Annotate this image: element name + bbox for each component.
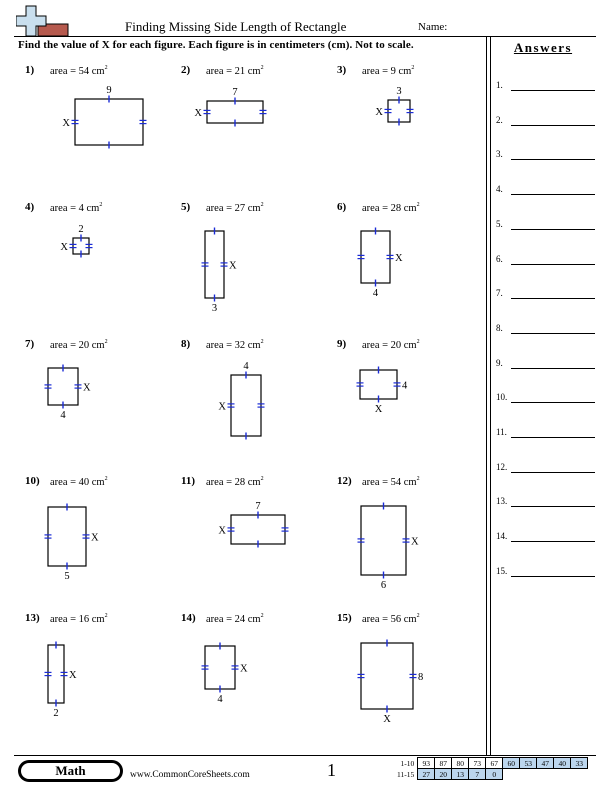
score-cell: 53 — [520, 758, 537, 769]
score-cell: 20 — [435, 769, 452, 780]
rectangle-outline — [205, 646, 235, 689]
area-label: area = 9 $cm^2$ — [362, 65, 415, 77]
answer-blank[interactable] — [511, 229, 595, 230]
answer-blank[interactable] — [511, 298, 595, 299]
area-label: area = 54 $cm^2$ — [50, 65, 108, 77]
answer-number: 13. — [496, 496, 508, 507]
score-range-label: 11-15 — [397, 769, 415, 779]
instructions: Find the value of X for each figure. Each figure is in centimeters (cm). Not to scale. — [18, 39, 414, 51]
math-badge-label: Math — [21, 763, 120, 779]
answer-line-12[interactable] — [496, 462, 596, 476]
math-badge — [18, 760, 123, 782]
answer-blank[interactable] — [511, 333, 595, 334]
answer-number: 2. — [496, 114, 503, 125]
side-length-label: 3 — [211, 303, 218, 314]
side-length-label: 8 — [418, 672, 424, 683]
answer-blank[interactable] — [511, 506, 595, 507]
answer-line-13[interactable] — [496, 496, 596, 510]
problem-9 — [337, 338, 487, 468]
problem-2 — [181, 64, 331, 194]
answer-line-4[interactable] — [496, 184, 596, 198]
answer-line-14[interactable] — [496, 531, 596, 545]
score-grid — [395, 757, 588, 780]
side-length-label: 5 — [64, 571, 70, 582]
score-cell: 60 — [503, 758, 520, 769]
answer-blank[interactable] — [511, 194, 595, 195]
side-length-label: X — [218, 525, 226, 537]
rectangle-outline — [360, 370, 397, 399]
side-length-label: 7 — [232, 87, 238, 98]
answer-blank[interactable] — [511, 368, 595, 369]
score-cell: 7 — [469, 769, 486, 780]
answer-number: 5. — [496, 218, 503, 229]
area-label: area = 21 $cm^2$ — [206, 65, 264, 77]
header-rule — [14, 36, 596, 37]
rectangle-figure — [337, 612, 487, 742]
problem-number: 13) — [25, 612, 40, 624]
rectangle-figure — [25, 338, 175, 468]
problem-number: 6) — [337, 201, 347, 213]
problem-3 — [337, 64, 487, 194]
side-length-label: 4 — [402, 380, 408, 392]
problem-5 — [181, 201, 331, 331]
side-length-label: 4 — [60, 410, 66, 421]
rectangle-outline — [231, 515, 285, 544]
rectangle-outline — [361, 643, 413, 709]
area-label: area = 28 $cm^2$ — [362, 202, 420, 214]
column-divider — [490, 37, 491, 755]
problem-number: 4) — [25, 201, 35, 213]
answer-blank[interactable] — [511, 437, 595, 438]
area-label: area = 40 $cm^2$ — [50, 476, 108, 488]
answer-line-1[interactable] — [496, 80, 596, 94]
answer-blank[interactable] — [511, 264, 595, 265]
side-length-label: 7 — [255, 501, 261, 512]
answer-line-7[interactable] — [496, 288, 596, 302]
area-label: area = 20 $cm^2$ — [362, 339, 420, 351]
problem-number: 8) — [181, 338, 191, 350]
problem-6 — [337, 201, 487, 331]
area-label: area = 24 $cm^2$ — [206, 613, 264, 625]
rectangle-outline — [48, 507, 86, 566]
problem-number: 10) — [25, 475, 40, 487]
answer-number: 10. — [496, 392, 508, 403]
side-length-label: X — [69, 670, 77, 681]
side-length-label: 4 — [217, 694, 223, 705]
problem-number: 14) — [181, 612, 196, 624]
score-cell: 80 — [452, 758, 469, 769]
score-cell: 27 — [418, 769, 435, 780]
site-url: www.CommonCoreSheets.com — [130, 770, 250, 780]
rectangle-outline — [75, 99, 143, 145]
rectangle-figure — [337, 64, 487, 194]
problem-number: 9) — [337, 338, 347, 350]
problem-12 — [337, 475, 487, 605]
side-length-label: 4 — [372, 288, 379, 299]
side-length-label: X — [383, 714, 391, 725]
problem-number: 5) — [181, 201, 191, 213]
answer-line-10[interactable] — [496, 392, 596, 406]
answer-blank[interactable] — [511, 576, 595, 577]
area-label: area = 16 $cm^2$ — [50, 613, 108, 625]
rectangle-outline — [361, 506, 406, 575]
rectangle-figure — [25, 612, 175, 742]
answer-number: 7. — [496, 288, 503, 299]
side-length-label: X — [218, 401, 226, 413]
rectangle-figure — [25, 64, 175, 194]
side-length-label: 2 — [78, 224, 84, 235]
problem-15 — [337, 612, 487, 742]
rectangle-figure — [337, 338, 487, 468]
area-label: area = 32 $cm^2$ — [206, 339, 264, 351]
page-number: 1 — [327, 760, 336, 780]
answer-line-15[interactable] — [496, 566, 596, 580]
problem-8 — [181, 338, 331, 468]
problem-14 — [181, 612, 331, 742]
area-label: area = 27 $cm^2$ — [206, 202, 264, 214]
problem-number: 1) — [25, 64, 35, 76]
answer-number: 6. — [496, 253, 503, 264]
name-label: Name: — [418, 21, 448, 33]
problem-4 — [25, 201, 175, 331]
area-label: area = 20 $cm^2$ — [50, 339, 108, 351]
answer-blank[interactable] — [511, 541, 595, 542]
rectangle-figure — [25, 201, 175, 331]
answer-blank[interactable] — [511, 472, 595, 473]
score-cell: 93 — [418, 758, 435, 769]
rectangle-figure — [181, 64, 331, 194]
problem-number: 15) — [337, 612, 352, 624]
side-length-label: X — [62, 118, 70, 129]
side-length-label: X — [374, 404, 383, 415]
answer-number: 12. — [496, 461, 508, 472]
side-length-label: X — [375, 107, 383, 118]
answer-number: 15. — [496, 565, 508, 576]
side-length-label: 6 — [380, 580, 387, 591]
answer-number: 14. — [496, 531, 508, 542]
problem-number: 3) — [337, 64, 347, 76]
answers-heading: Answers — [513, 40, 573, 55]
plus-logo-icon — [16, 4, 70, 38]
area-label: area = 56 $cm^2$ — [362, 613, 420, 625]
problem-7 — [25, 338, 175, 468]
problem-number: 12) — [337, 475, 352, 487]
rectangle-outline — [361, 231, 390, 283]
answer-line-3[interactable] — [496, 149, 596, 163]
answer-line-5[interactable] — [496, 219, 596, 233]
answer-number: 11. — [496, 427, 507, 437]
side-length-label: 3 — [396, 86, 402, 97]
rectangle-figure — [181, 201, 331, 331]
rectangle-figure — [337, 201, 487, 331]
problem-1 — [25, 64, 175, 194]
area-label: area = 54 $cm^2$ — [362, 476, 420, 488]
answer-number: 8. — [496, 322, 503, 333]
rectangle-figure — [181, 612, 331, 742]
score-cell: 67 — [486, 758, 503, 769]
problem-13 — [25, 612, 175, 742]
score-table — [395, 757, 588, 780]
rectangle-figure — [337, 475, 487, 605]
answer-number: 4. — [496, 184, 503, 195]
side-length-label: X — [411, 536, 419, 548]
rectangle-figure — [25, 475, 175, 605]
answer-blank[interactable] — [511, 159, 595, 160]
side-length-label: 4 — [243, 361, 249, 372]
answer-number: 9. — [496, 357, 503, 368]
worksheet-title: Finding Missing Side Length of Rectangle — [125, 19, 347, 34]
area-label: area = 4 $cm^2$ — [50, 202, 103, 214]
rectangle-outline — [231, 375, 261, 436]
answer-line-11[interactable] — [496, 427, 596, 441]
side-length-label: 9 — [106, 85, 112, 96]
score-cell: 13 — [452, 769, 469, 780]
answer-number: 1. — [496, 80, 503, 90]
answer-line-9[interactable] — [496, 358, 596, 372]
answer-blank[interactable] — [511, 402, 595, 403]
problem-11 — [181, 475, 331, 605]
rectangle-outline — [48, 368, 78, 405]
footer-rule — [14, 755, 596, 756]
side-length-label: X — [83, 382, 91, 394]
side-length-label: 2 — [53, 708, 59, 719]
side-length-label: X — [60, 242, 68, 253]
score-cell: 33 — [571, 758, 588, 769]
score-cell: 73 — [469, 758, 486, 769]
rectangle-figure — [181, 338, 331, 468]
problem-10 — [25, 475, 175, 605]
side-length-label: X — [194, 108, 202, 119]
score-cell: 40 — [554, 758, 571, 769]
side-length-label: X — [91, 532, 99, 544]
answer-line-6[interactable] — [496, 254, 596, 268]
rectangle-figure — [181, 475, 331, 605]
rectangle-outline — [48, 645, 64, 703]
area-label: area = 28 $cm^2$ — [206, 476, 264, 488]
score-cell: 47 — [537, 758, 554, 769]
score-cell: 0 — [486, 769, 503, 780]
side-length-label: X — [395, 253, 403, 264]
answer-line-8[interactable] — [496, 323, 596, 337]
score-cell: 87 — [435, 758, 452, 769]
score-range-label: 1-10 — [400, 758, 415, 768]
problem-number: 11) — [181, 475, 196, 487]
answer-blank[interactable] — [511, 125, 595, 126]
answer-number: 3. — [496, 149, 503, 160]
answer-line-2[interactable] — [496, 115, 596, 129]
answer-blank[interactable] — [511, 90, 595, 91]
side-length-label: X — [229, 260, 237, 272]
problem-number: 2) — [181, 64, 191, 76]
rectangle-outline — [205, 231, 224, 298]
side-length-label: X — [240, 663, 248, 675]
problem-number: 7) — [25, 338, 35, 350]
